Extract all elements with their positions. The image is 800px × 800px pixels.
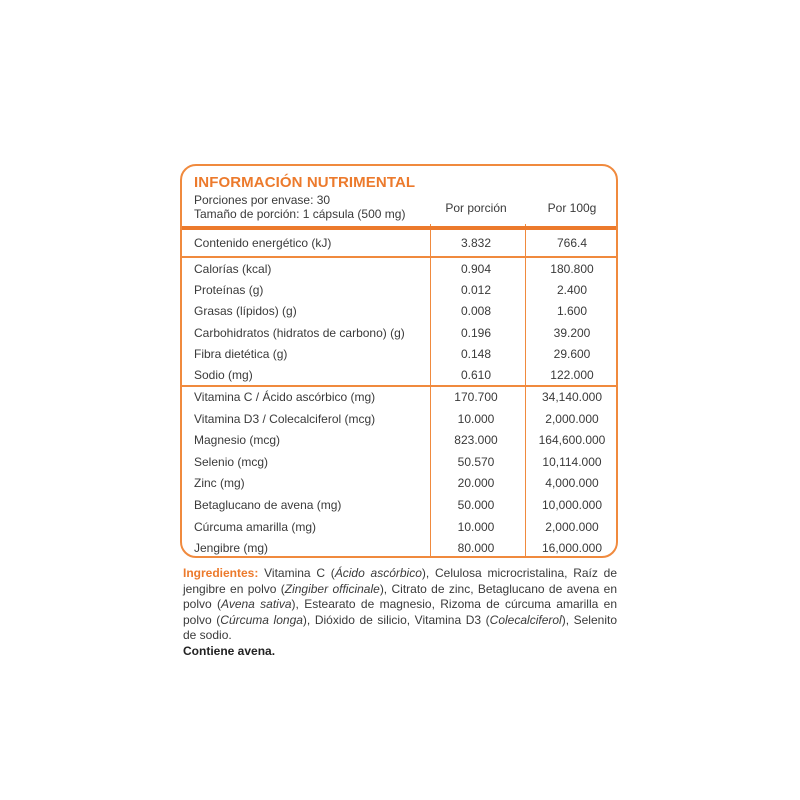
energy-row <box>182 233 616 254</box>
nutrition-facts-panel <box>180 164 618 558</box>
header-divider <box>182 226 616 230</box>
serving-size: Tamaño de porción: 1 cápsula (500 mg) <box>194 207 406 221</box>
per-100g-value: 4,000.000 <box>545 476 599 491</box>
panel-title: INFORMACIÓN NUTRIMENTAL <box>194 174 416 191</box>
ingredients-scientific-name: Colecalciferol <box>489 612 562 627</box>
per-serving-value: 0.008 <box>460 304 492 319</box>
table-row <box>182 538 616 558</box>
per-100g-value: 2,000.000 <box>545 411 599 426</box>
per-serving-value: 3.832 <box>460 236 492 250</box>
per-serving-value: 0.610 <box>460 368 492 382</box>
nutrient-name: Calorías (kcal) <box>194 262 272 276</box>
nutrient-name: Vitamina D3 / Colecalciferol (mcg) <box>194 411 376 426</box>
per-serving-value: 50.570 <box>457 454 495 469</box>
servings-per-container: Porciones por envase: 30 <box>194 193 331 207</box>
table-row <box>182 452 616 473</box>
ingredients-part: ), Citrato de zinc, Betaglucano de avena en polvo ( <box>183 581 617 611</box>
per-100g-value: 34,140.000 <box>541 390 603 404</box>
ingredients-text <box>183 566 617 659</box>
nutrient-name: Selenio (mcg) <box>194 454 269 469</box>
per-100g-value: 1.600 <box>556 304 588 319</box>
per-serving-value: 0.148 <box>460 346 492 361</box>
ingredients-scientific-name: Cúrcuma longa <box>220 612 303 627</box>
per-serving-value: 80.000 <box>457 541 495 556</box>
column-header-per-serving: Por porción <box>445 201 507 215</box>
column-header-per-100g: Por 100g <box>547 201 597 215</box>
nutrient-name: Sodio (mg) <box>194 368 253 382</box>
allergen-statement: Contiene avena. <box>183 643 276 658</box>
per-100g-value: 39.200 <box>553 325 591 340</box>
per-100g-value: 2,000.000 <box>545 519 599 534</box>
nutrient-name: Zinc (mg) <box>194 476 245 491</box>
per-serving-value: 0.012 <box>460 283 492 298</box>
table-row <box>182 473 616 494</box>
nutrient-name: Betaglucano de avena (mg) <box>194 498 342 512</box>
nutrient-name: Grasas (lípidos) (g) <box>194 304 297 319</box>
table-row <box>182 517 616 538</box>
ingredients-scientific-name: Avena sativa <box>221 597 292 611</box>
per-serving-value: 10.000 <box>457 519 495 534</box>
ingredients-scientific-name: Zingiber officinale <box>284 581 380 596</box>
table-row <box>182 344 616 365</box>
table-row <box>182 280 616 301</box>
section-divider <box>182 256 616 258</box>
per-100g-value: 29.600 <box>553 346 591 361</box>
ingredients-label: Ingredientes: <box>183 566 259 580</box>
table-row <box>182 365 616 386</box>
per-100g-value: 122.000 <box>550 368 594 382</box>
table-row <box>182 387 616 408</box>
table-row <box>182 409 616 430</box>
per-serving-value: 10.000 <box>457 411 495 426</box>
nutrient-name: Contenido energético (kJ) <box>194 236 332 250</box>
per-serving-value: 0.196 <box>460 325 492 340</box>
table-row <box>182 259 616 280</box>
per-100g-value: 766.4 <box>556 236 588 250</box>
nutrient-name: Cúrcuma amarilla (mg) <box>194 519 317 534</box>
per-100g-value: 164,600.000 <box>538 433 606 448</box>
ingredients-part: ), Dióxido de silicio, Vitamina D3 ( <box>302 612 490 627</box>
table-row <box>182 495 616 516</box>
nutrient-name: Jengibre (mg) <box>194 541 269 556</box>
per-100g-value: 10,114.000 <box>542 454 602 469</box>
per-serving-value: 0.904 <box>460 262 492 276</box>
per-serving-value: 20.000 <box>457 476 495 491</box>
per-100g-value: 180.800 <box>550 262 594 276</box>
per-100g-value: 2.400 <box>556 283 588 298</box>
per-100g-value: 10,000.000 <box>541 498 603 512</box>
ingredients-part: Vitamina C ( <box>258 566 335 580</box>
nutrient-name: Fibra dietética (g) <box>194 346 288 361</box>
ingredients-part: ), Celulosa microcristalina, Raíz de jengibre en polvo ( <box>183 566 617 596</box>
nutrient-name: Magnesio (mcg) <box>194 433 281 448</box>
ingredients-part: ), Selenito de sodio. <box>183 612 617 642</box>
per-100g-value: 16,000.000 <box>541 541 603 556</box>
table-row <box>182 430 616 451</box>
ingredients-scientific-name: Ácido ascórbico <box>334 566 422 580</box>
nutrient-name: Vitamina C / Ácido ascórbico (mg) <box>194 390 376 404</box>
table-row <box>182 323 616 344</box>
ingredients-part: ), Estearato de magnesio, Rizoma de cúrcuma amarilla en polvo ( <box>183 597 617 627</box>
per-serving-value: 823.000 <box>454 433 498 448</box>
per-serving-value: 170.700 <box>454 390 498 404</box>
nutrient-name: Proteínas (g) <box>194 283 264 298</box>
per-serving-value: 50.000 <box>457 498 495 512</box>
table-row <box>182 301 616 322</box>
nutrient-name: Carbohidratos (hidratos de carbono) (g) <box>194 325 405 340</box>
